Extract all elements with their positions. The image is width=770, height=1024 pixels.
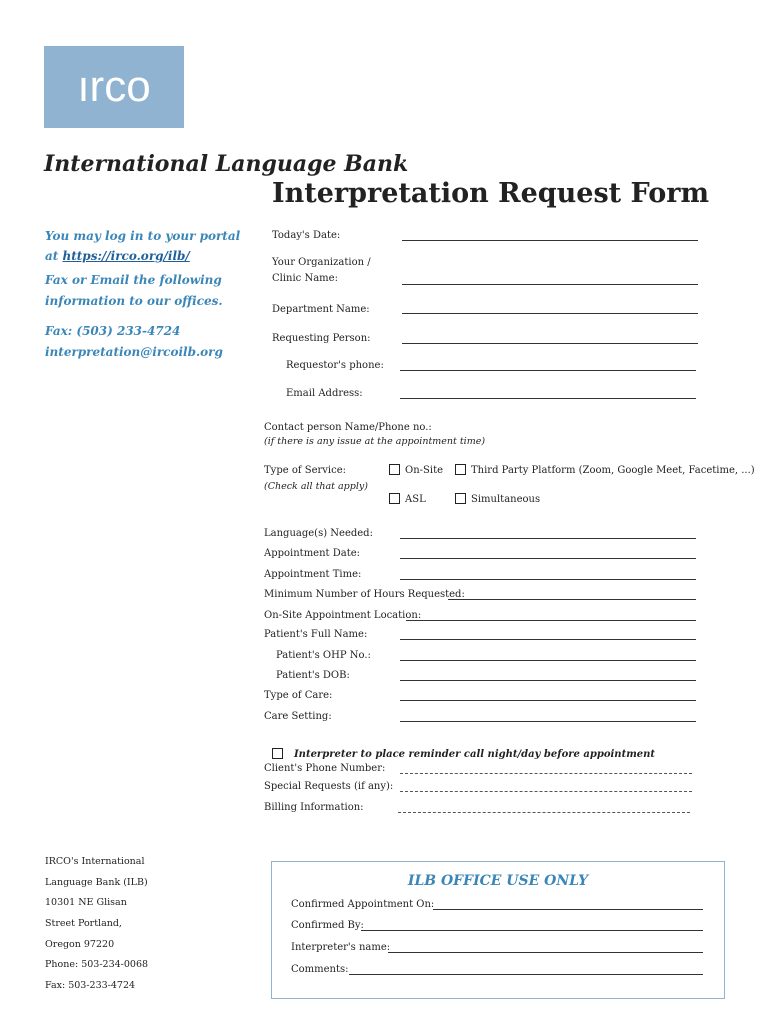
simultaneous-label: Simultaneous — [471, 494, 541, 505]
min-hours-label: Minimum Number of Hours Requested: — [264, 589, 465, 600]
languages-label: Language(s) Needed: — [264, 528, 373, 539]
fax-email-line1: Fax or Email the following — [45, 273, 222, 287]
fax-email-line2: information to our offices. — [45, 294, 223, 308]
type-of-care-label: Type of Care: — [264, 690, 333, 701]
reminder-checkbox[interactable] — [272, 748, 283, 759]
email-address-label: Email Address: — [286, 388, 363, 399]
appt-time-label: Appointment Time: — [264, 569, 362, 580]
department-field[interactable] — [402, 313, 698, 314]
onsite-location-label: On-Site Appointment Location: — [264, 610, 422, 621]
requestor-phone-label: Requestor's phone: — [286, 360, 384, 371]
interpreter-field[interactable] — [388, 952, 703, 953]
contact-person-label: Contact person Name/Phone no.: — [264, 422, 432, 433]
department-label: Department Name: — [272, 304, 370, 315]
logo-text: ırco — [77, 62, 151, 111]
patient-name-field[interactable] — [400, 639, 696, 640]
page-subtitle: International Language Bank — [44, 151, 409, 177]
address-line3: 10301 NE Glisan — [45, 897, 127, 908]
address-fax: Fax: 503-233-4724 — [45, 980, 136, 991]
portal-prefix: You may log in to your portal — [45, 229, 241, 243]
simultaneous-checkbox[interactable] — [455, 493, 466, 504]
billing-field[interactable] — [398, 812, 690, 813]
office-email: interpretation@ircoilb.org — [45, 345, 223, 359]
address-line2: Language Bank (ILB) — [45, 877, 148, 888]
appt-time-field[interactable] — [400, 579, 696, 580]
onsite-checkbox[interactable] — [389, 464, 400, 475]
reminder-label: Interpreter to place reminder call night/day before appointment — [294, 749, 656, 760]
todays-date-field[interactable] — [402, 240, 698, 241]
portal-at: at — [45, 249, 63, 263]
email-address-field[interactable] — [400, 398, 696, 399]
third-party-checkbox[interactable] — [455, 464, 466, 475]
office-use-title: ILB OFFICE USE ONLY — [407, 873, 589, 889]
asl-checkbox[interactable] — [389, 493, 400, 504]
asl-label: ASL — [405, 494, 426, 505]
org-label-line2: Clinic Name: — [272, 273, 338, 284]
patient-dob-field[interactable] — [400, 680, 696, 681]
address-line4: Street Portland, — [45, 918, 122, 929]
portal-line — [45, 249, 190, 263]
client-phone-field[interactable] — [400, 773, 692, 774]
appt-date-field[interactable] — [400, 558, 696, 559]
appt-date-label: Appointment Date: — [264, 548, 361, 559]
irco-logo — [44, 46, 184, 128]
address-phone: Phone: 503-234-0068 — [45, 959, 149, 970]
comments-field[interactable] — [349, 974, 703, 975]
service-type-label: Type of Service: — [264, 465, 347, 476]
onsite-label: On-Site — [405, 465, 444, 476]
confirmed-by-label: Confirmed By: — [291, 920, 364, 931]
min-hours-field[interactable] — [448, 599, 696, 600]
address-line5: Oregon 97220 — [45, 939, 115, 950]
org-label-line1: Your Organization / — [272, 257, 371, 268]
patient-ohp-field[interactable] — [400, 660, 696, 661]
portal-link[interactable]: https://irco.org/ilb/ — [62, 249, 190, 263]
billing-label: Billing Information: — [264, 802, 364, 813]
special-requests-label: Special Requests (if any): — [264, 781, 394, 792]
confirmed-on-label: Confirmed Appointment On: — [291, 899, 435, 910]
patient-ohp-label: Patient's OHP No.: — [276, 650, 371, 661]
special-requests-field[interactable] — [400, 791, 692, 792]
confirmed-on-field[interactable] — [433, 909, 703, 910]
third-party-label: Third Party Platform (Zoom, Google Meet, Facetime, ...) — [471, 465, 755, 476]
requesting-person-label: Requesting Person: — [272, 333, 371, 344]
office-use-box — [271, 861, 725, 999]
care-setting-label: Care Setting: — [264, 711, 332, 722]
office-fax: Fax: (503) 233-4724 — [45, 324, 181, 338]
requestor-phone-field[interactable] — [400, 370, 696, 371]
interpreter-label: Interpreter's name: — [291, 942, 391, 953]
onsite-location-field[interactable] — [406, 620, 696, 621]
client-phone-label: Client's Phone Number: — [264, 763, 386, 774]
languages-field[interactable] — [400, 538, 696, 539]
comments-label: Comments: — [291, 964, 349, 975]
org-field[interactable] — [402, 284, 698, 285]
requesting-person-field[interactable] — [402, 343, 698, 344]
patient-dob-label: Patient's DOB: — [276, 670, 350, 681]
service-note: (Check all that apply) — [264, 481, 368, 492]
page-title: Interpretation Request Form — [272, 178, 710, 209]
todays-date-label: Today's Date: — [272, 230, 341, 241]
confirmed-by-field[interactable] — [361, 930, 703, 931]
address-line1: IRCO's International — [45, 856, 145, 867]
patient-name-label: Patient's Full Name: — [264, 629, 368, 640]
care-setting-field[interactable] — [400, 721, 696, 722]
contact-note: (if there is any issue at the appointment time) — [264, 436, 486, 447]
type-of-care-field[interactable] — [400, 700, 696, 701]
